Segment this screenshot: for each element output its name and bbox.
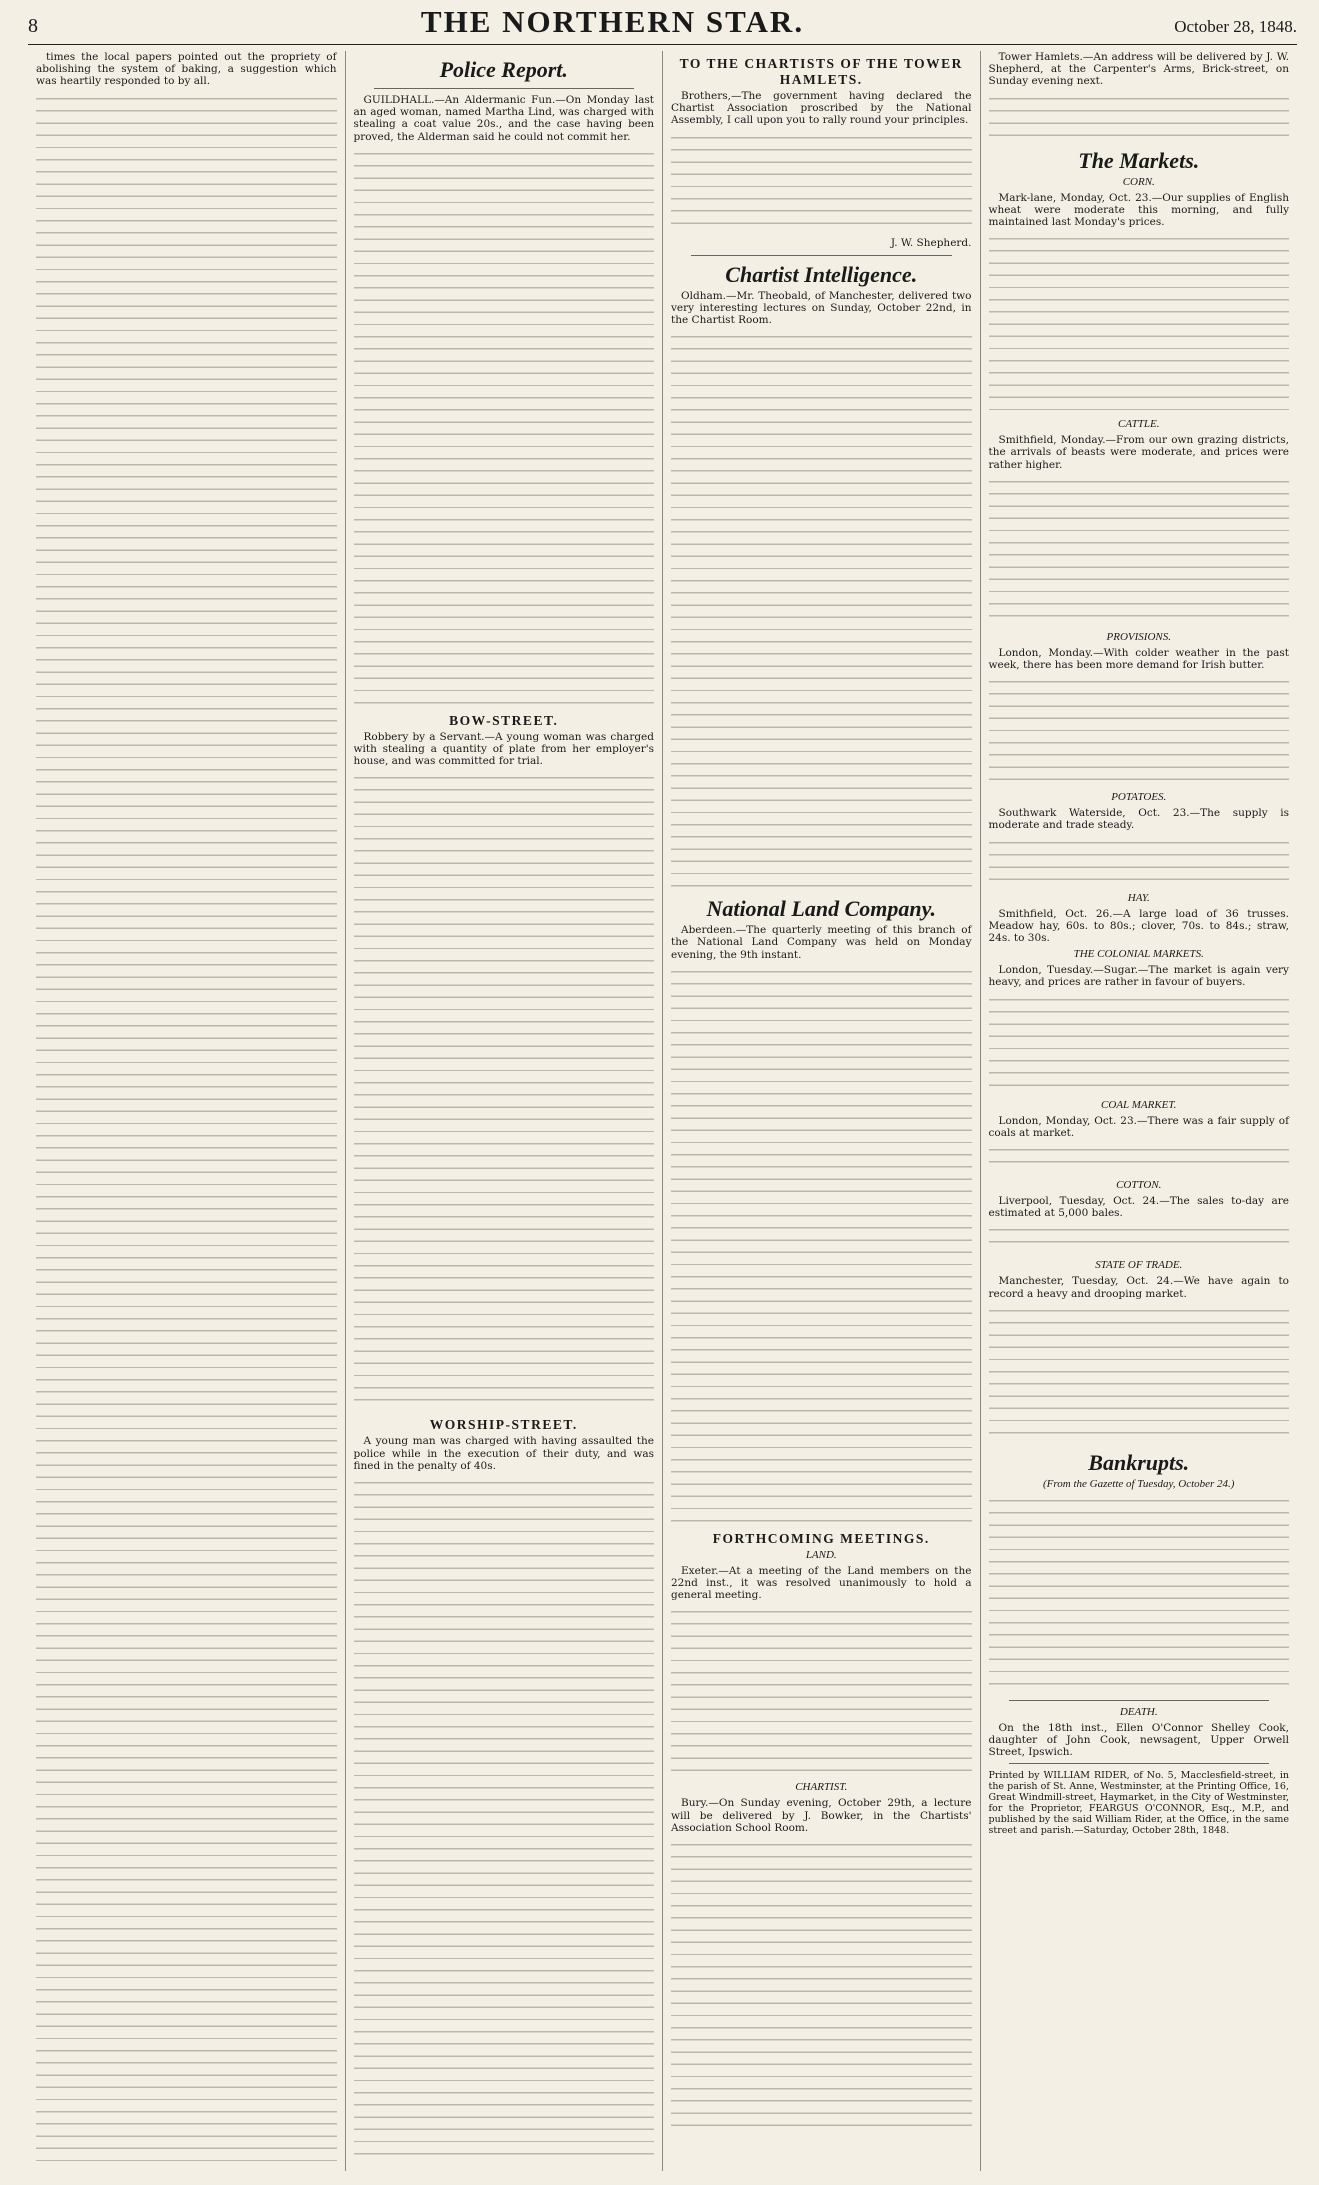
article-paragraph: times the local papers pointed out the propriety of abolishing the system of baking, a suggestion which was heartily responded to by all. bbox=[36, 51, 337, 88]
text-block bbox=[989, 1304, 1290, 1444]
page-number: 8 bbox=[28, 15, 38, 37]
markets-heading: The Markets. bbox=[1078, 147, 1200, 173]
chartist-intelligence-heading: Chartist Intelligence. bbox=[725, 261, 918, 287]
text-block bbox=[989, 1223, 1290, 1253]
text-block bbox=[989, 675, 1290, 785]
section-subheading: DEATH. bbox=[1119, 1705, 1158, 1718]
section-subheading: BOW-STREET. bbox=[449, 712, 559, 728]
article-paragraph: Tower Hamlets.—An address will be delivered by J. W. Shepherd, at the Carpenter's Arms, Brick-street, on Sunday evening next. bbox=[988, 51, 1289, 88]
text-block bbox=[671, 1838, 972, 2128]
section-subheading: CHARTIST. bbox=[795, 1781, 848, 1794]
text-block bbox=[354, 771, 655, 1411]
article-paragraph: Robbery by a Servant.—A young woman was charged with stealing a quantity of plate from her employer's house, and was committed for trial. bbox=[353, 730, 654, 768]
article-paragraph: Aberdeen.—The quarterly meeting of this branch of the National Land Company was held on Monday evening, the 9th instant. bbox=[671, 924, 972, 961]
text-block bbox=[354, 1476, 655, 2156]
article-paragraph: Smithfield, Oct. 26.—A large load of 36 trusses. Meadow hay, 60s. to 80s.; clover, 70s. to 84s.; straw, 24s. to 30s. bbox=[988, 907, 1289, 945]
article-paragraph: Oldham.—Mr. Theobald, of Manchester, delivered two very interesting lectures on Sunday, October 22nd, in the Chartist Room. bbox=[671, 289, 972, 327]
section-subheading: STATE OF TRADE. bbox=[1095, 1259, 1183, 1272]
article-paragraph: London, Monday, Oct. 23.—There was a fair supply of coals at market. bbox=[988, 1114, 1289, 1139]
text-block bbox=[989, 993, 1290, 1093]
text-block bbox=[989, 92, 1290, 142]
divider bbox=[1009, 1700, 1270, 1701]
divider bbox=[691, 255, 952, 256]
column-1 bbox=[28, 51, 346, 2171]
article-paragraph: London, Tuesday.—Sugar.—The market is again very heavy, and prices are rather in favour of buyers. bbox=[988, 964, 1289, 989]
police-report-heading: Police Report. bbox=[439, 57, 568, 82]
section-subheading: COAL MARKET. bbox=[1101, 1098, 1177, 1111]
section-subheading: CORN. bbox=[1122, 175, 1155, 188]
text-block bbox=[36, 92, 337, 2162]
section-subheading: WORSHIP-STREET. bbox=[429, 1417, 578, 1433]
section-subheading: PROVISIONS. bbox=[1106, 630, 1171, 643]
section-subheading: (From the Gazette of Tuesday, October 24.) bbox=[1043, 1477, 1235, 1490]
text-block bbox=[989, 1494, 1290, 1694]
article-paragraph: London, Monday.—With colder weather in the past week, there has been more demand for Irish butter. bbox=[988, 646, 1289, 672]
newspaper-page bbox=[0, 4, 1319, 2185]
section-subheading: COTTON. bbox=[1116, 1179, 1162, 1192]
signature: J. W. Shepherd. bbox=[890, 236, 972, 249]
text-block bbox=[989, 1143, 1290, 1173]
text-block bbox=[671, 965, 972, 1525]
divider bbox=[374, 88, 635, 89]
section-subheading: POTATOES. bbox=[1111, 791, 1167, 804]
column-4 bbox=[981, 51, 1298, 2171]
article-paragraph: Mark-lane, Monday, Oct. 23.—Our supplies of English wheat were moderate this morning, and fully maintained last Monday's prices. bbox=[988, 191, 1289, 229]
section-subheading: HAY. bbox=[1127, 891, 1150, 904]
section-subheading: CATTLE. bbox=[1118, 418, 1160, 431]
article-paragraph: GUILDHALL.—An Aldermanic Fun.—On Monday last an aged woman, named Martha Lind, was charged with stealing a coat value 20s., and the case having been proved, the Alderman said he could not commit her. bbox=[353, 94, 654, 143]
text-block bbox=[989, 836, 1290, 886]
section-subheading: LAND. bbox=[805, 1548, 837, 1561]
printer-imprint: Printed by WILLIAM RIDER, of No. 5, Macclesfield-street, in the parish of St. Anne, Westminster, at the Printing Office, 16, Great Windmill-street, Haymarket, in the City of Westminster, for the Proprietor, FEARGUS O'CONNOR, Esq., M.P., and published by the said William Rider, at the Office, in the same street and parish.—Saturday, October 28th, 1848. bbox=[988, 1770, 1289, 1837]
column-3 bbox=[663, 51, 981, 2171]
text-block bbox=[989, 232, 1290, 412]
bankrupts-heading: Bankrupts. bbox=[1088, 1449, 1190, 1475]
death-notice: On the 18th inst., Ellen O'Connor Shelley Cook, daughter of John Cook, newsagent, Upper Orwell Street, Ipswich. bbox=[988, 1721, 1289, 1759]
columns bbox=[28, 51, 1297, 2171]
masthead bbox=[28, 4, 1297, 45]
text-block bbox=[989, 475, 1290, 625]
article-paragraph: Bury.—On Sunday evening, October 29th, a lecture will be delivered by J. Bowker, in the Chartists' Association School Room. bbox=[671, 1797, 972, 1834]
article-paragraph: A young man was charged with having assaulted the police while in the execution of their duty, and was fined in the penalty of 40s. bbox=[353, 1435, 654, 1472]
article-paragraph: Manchester, Tuesday, Oct. 24.—We have again to record a heavy and drooping market. bbox=[988, 1275, 1289, 1300]
text-block bbox=[671, 330, 972, 890]
land-company-heading: National Land Company. bbox=[706, 896, 937, 922]
address-heading: TO THE CHARTISTS OF THE TOWER HAMLETS. bbox=[679, 56, 963, 87]
article-paragraph: Exeter.—At a meeting of the Land members on the 22nd inst., it was resolved unanimously to hold a general meeting. bbox=[671, 1564, 972, 1602]
article-paragraph: Brothers,—The government having declared the Chartist Association proscribed by the National Assembly, I call upon you to rally round your principles. bbox=[671, 90, 972, 127]
forthcoming-meetings-heading: FORTHCOMING MEETINGS. bbox=[712, 1530, 930, 1546]
divider bbox=[1009, 1763, 1270, 1764]
article-paragraph: Southwark Waterside, Oct. 23.—The supply is moderate and trade steady. bbox=[988, 807, 1289, 832]
section-subheading: THE COLONIAL MARKETS. bbox=[1073, 948, 1204, 961]
text-block bbox=[354, 147, 655, 707]
text-block bbox=[671, 131, 972, 231]
text-block bbox=[671, 1605, 972, 1775]
issue-date: October 28, 1848. bbox=[1174, 17, 1297, 36]
article-paragraph: Liverpool, Tuesday, Oct. 24.—The sales to-day are estimated at 5,000 bales. bbox=[988, 1195, 1289, 1220]
newspaper-title: THE NORTHERN STAR. bbox=[420, 4, 805, 39]
column-2 bbox=[346, 51, 664, 2171]
article-paragraph: Smithfield, Monday.—From our own grazing districts, the arrivals of beasts were moderate, and prices were rather higher. bbox=[988, 434, 1289, 471]
